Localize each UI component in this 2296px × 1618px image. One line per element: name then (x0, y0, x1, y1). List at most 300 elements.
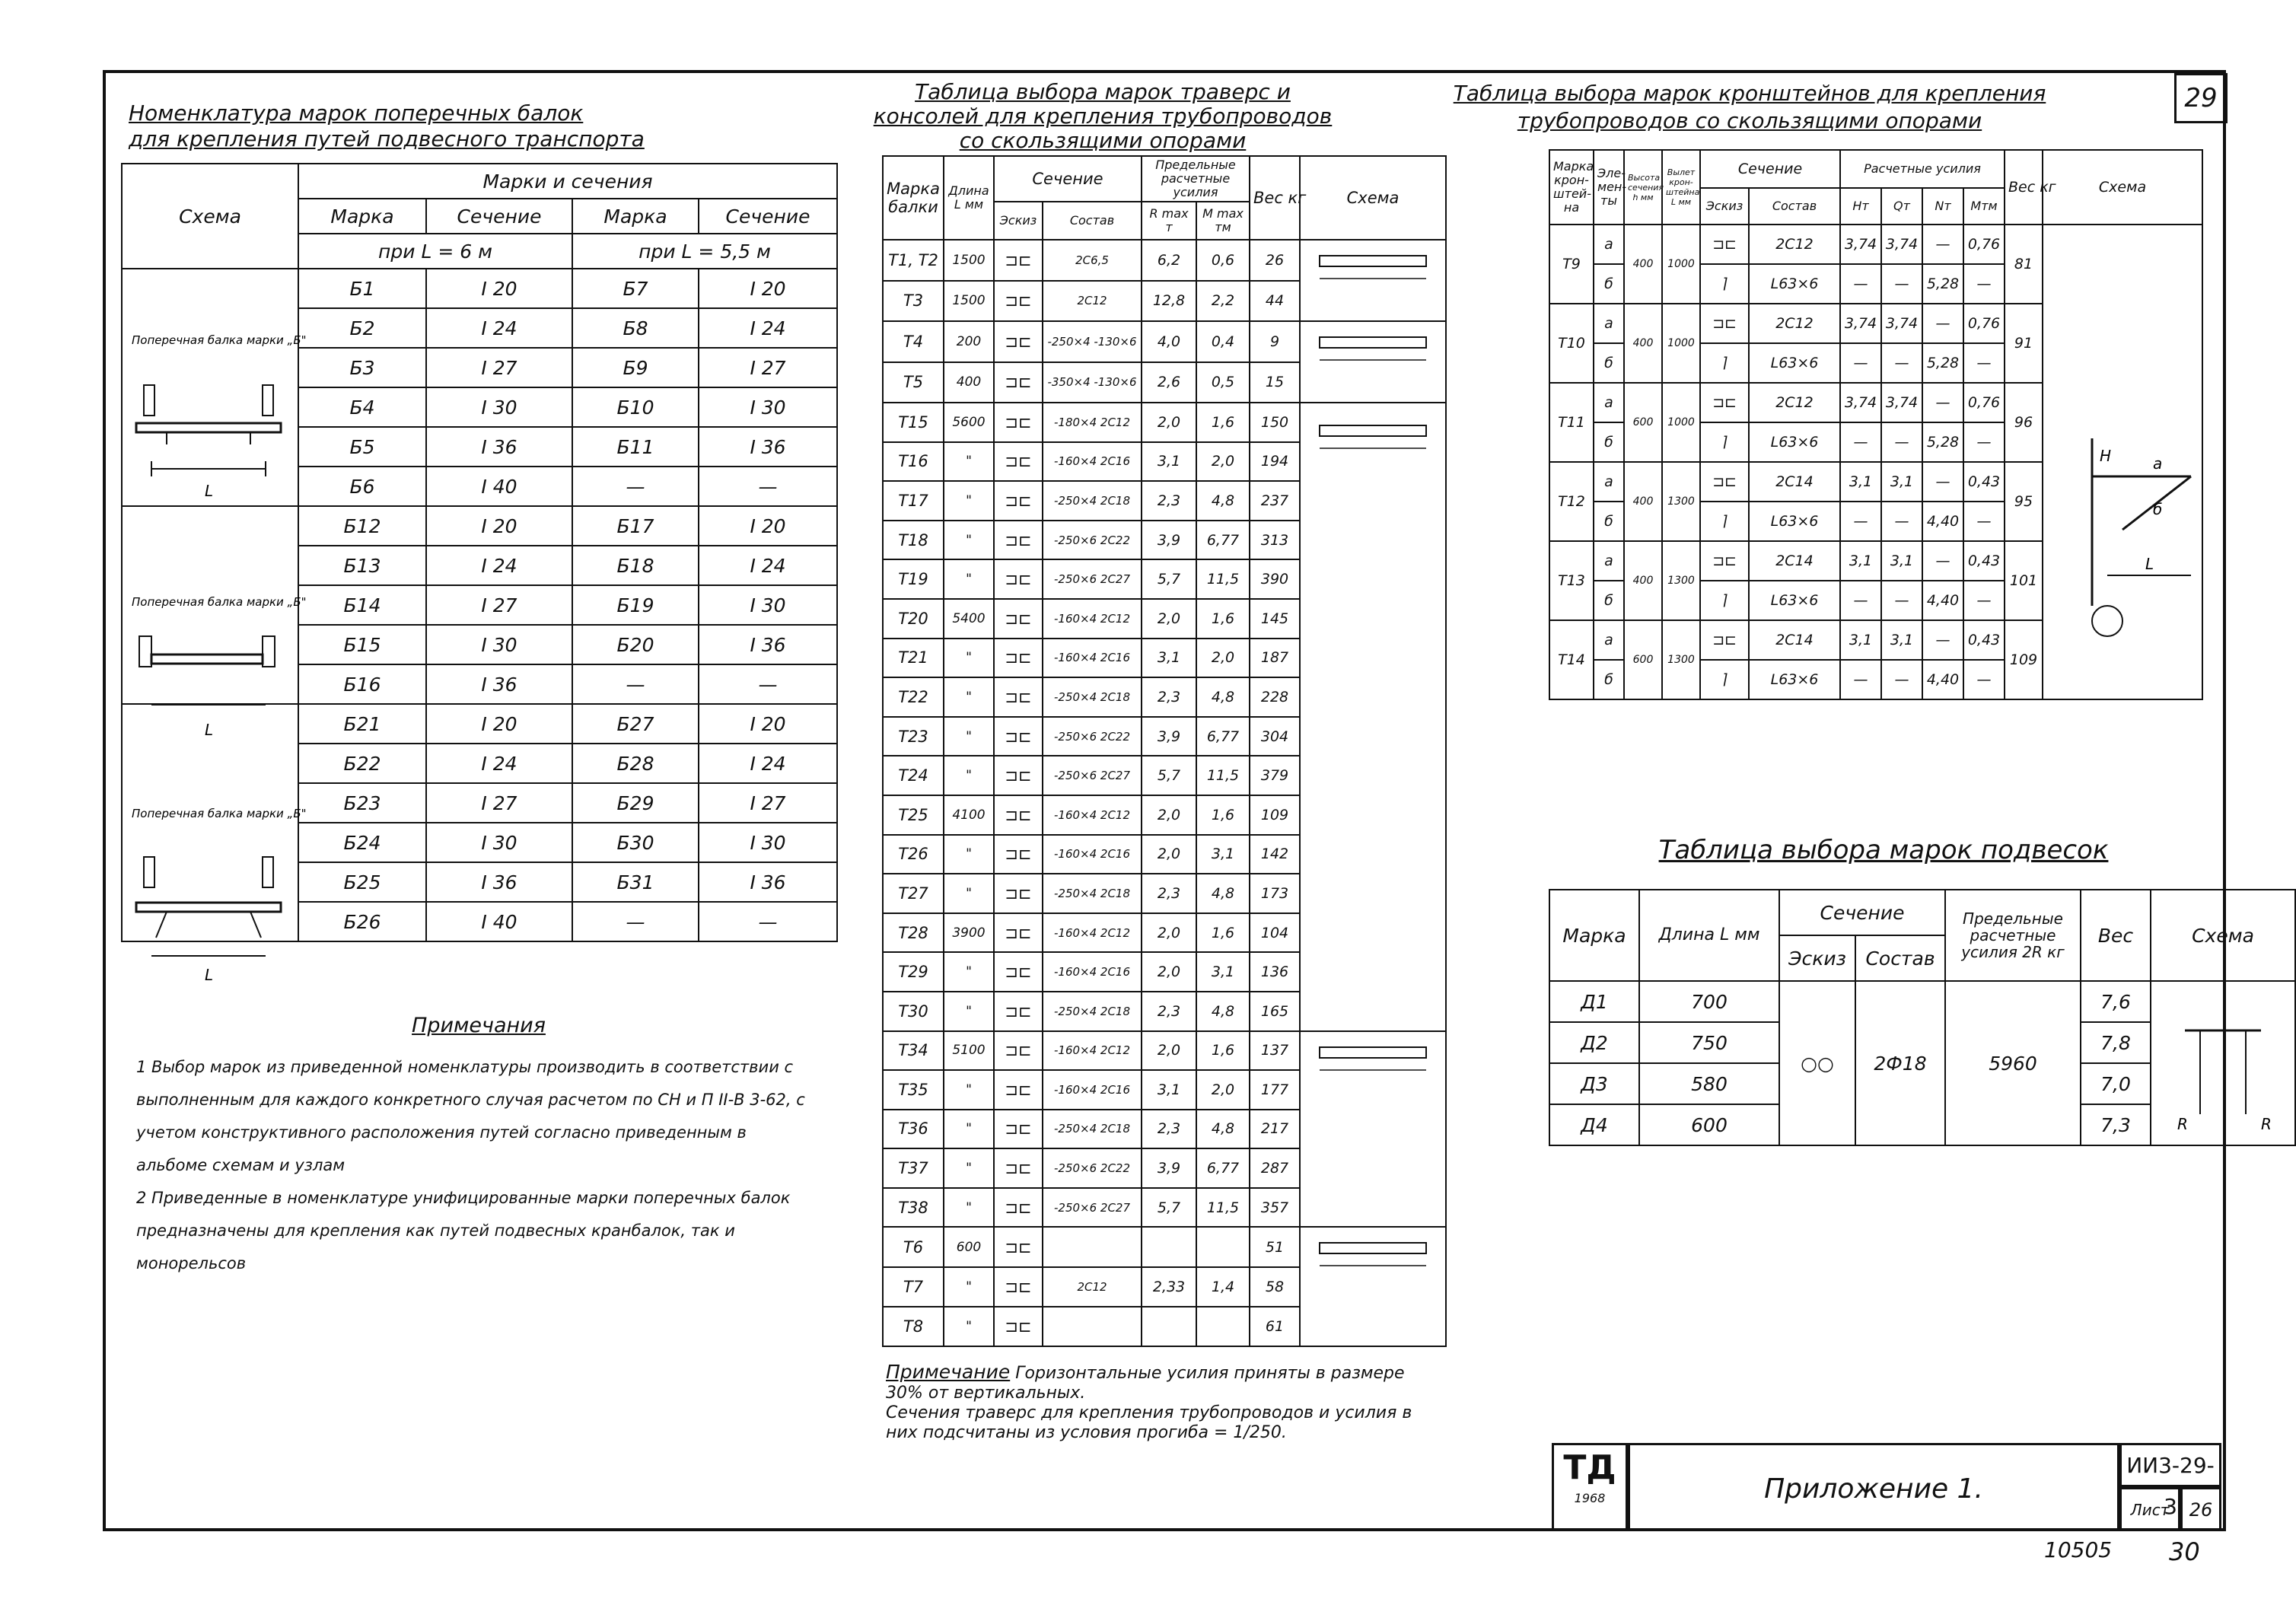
traverse-cell: 2,6 (1142, 362, 1196, 403)
traverse-sketch-cell (994, 599, 1043, 639)
traverse-sketch-cell (994, 1031, 1043, 1071)
bracket-sketch-cell (1700, 462, 1749, 502)
bracket-reach: 1000 (1662, 383, 1700, 462)
bracket-cell: L63×6 (1749, 264, 1840, 304)
bracket-sketch-l: L (2145, 555, 2154, 573)
traverse-sketch-cell (994, 521, 1043, 560)
traverse-mark: Т6 (883, 1227, 944, 1266)
channel-icon: ⊐⊏ (1005, 963, 1032, 982)
traverse-mark: Т5 (883, 362, 944, 403)
beam-cell: I 30 (426, 387, 572, 427)
traverse-mark: Т4 (883, 321, 944, 362)
bracket-cell: 5,28 (1922, 343, 1963, 383)
traverse-length: " (944, 1188, 994, 1228)
traverse-length: " (944, 756, 994, 795)
traverse-head-mark: Марка (887, 180, 940, 198)
channel-icon: ⊐⊏ (1005, 491, 1032, 510)
traverse-length: " (944, 1070, 994, 1110)
traverse-schema-sketch (1304, 1032, 1441, 1222)
bracket-head-section: Сечение (1700, 150, 1840, 188)
traverse-cell: 237 (1250, 481, 1300, 521)
traverse-cell: 4,8 (1196, 677, 1250, 717)
beam-cell: I 30 (426, 625, 572, 664)
beam-cell: Б1 (298, 269, 426, 308)
traverse-cell: 142 (1250, 835, 1300, 874)
hanger-head-sketch: Эскиз (1779, 935, 1855, 981)
bracket-elem: а (1594, 225, 1624, 264)
traverse-mark: Т22 (883, 677, 944, 717)
traverse-length: 5400 (944, 599, 994, 639)
channel-icon: ⊐⊏ (1712, 553, 1737, 569)
traverse-cell: 217 (1250, 1110, 1300, 1149)
traverse-composition: -160×4 2С12 (1043, 1031, 1142, 1071)
traverse-cell: 187 (1250, 639, 1300, 678)
bracket-sketch-cell (1700, 660, 1749, 699)
beam-table-title-1: Номенклатура марок поперечных балок (129, 100, 584, 126)
bracket-cell: 3,1 (1881, 620, 1922, 660)
traverse-composition: -250×6 2С22 (1043, 1148, 1142, 1188)
traverse-composition: -180×4 2С12 (1043, 403, 1142, 442)
channel-icon: ⊐⊏ (1005, 1159, 1032, 1178)
bracket-height: 400 (1624, 541, 1662, 620)
title-block-logo: ТД (1563, 1448, 1616, 1487)
bracket-head-reach: Вылет крон-штейна L мм (1662, 150, 1700, 225)
channel-icon: ⊐⊏ (1005, 609, 1032, 628)
beam-note-1: 1 Выбор марок из приведенной номенклатуры производить в соответствии с выполненным для каждого конкретного случая расчетом по СН и П II-В 3-62, с учетом конструктивного расположения путей согласно приведенным в альбоме схемам и узлам (136, 1058, 805, 1174)
traverse-cell: 2,2 (1196, 281, 1250, 322)
traverse-composition: -160×4 2С16 (1043, 442, 1142, 482)
traverse-mark: Т37 (883, 1148, 944, 1188)
bracket-reach: 1300 (1662, 620, 1700, 699)
traverse-cell: 165 (1250, 992, 1300, 1031)
traverse-composition: 2С6,5 (1043, 240, 1142, 281)
beam-cell: I 30 (426, 823, 572, 862)
bracket-height: 400 (1624, 462, 1662, 541)
bracket-cell: 3,74 (1840, 225, 1881, 264)
traverse-composition: -160×4 2С16 (1043, 639, 1142, 678)
traverse-title-1: Таблица выбора марок траверс и (915, 79, 1291, 104)
bracket-cell: — (1922, 541, 1963, 581)
channel-icon: ⊐⊏ (1005, 884, 1032, 903)
traverse-cell: 357 (1250, 1188, 1300, 1228)
angle-icon: ⌉ (1721, 513, 1728, 530)
bracket-cell: 3,1 (1840, 462, 1881, 502)
traverse-cell: 2,0 (1142, 1031, 1196, 1071)
bracket-cell: — (1922, 383, 1963, 422)
panel-traverse (775, 73, 1445, 1458)
bracket-sketch-cell (1700, 225, 1749, 264)
bracket-cell: — (1963, 660, 2005, 699)
traverse-cell: 51 (1250, 1227, 1300, 1266)
hanger-title: Таблица выбора марок подвесок (1658, 835, 2109, 865)
channel-icon: ⊐⊏ (1005, 727, 1032, 746)
bracket-cell: 2С14 (1749, 462, 1840, 502)
bracket-cell: — (1963, 581, 2005, 620)
beam-cell: Б23 (298, 783, 426, 823)
traverse-cell: 4,8 (1196, 1110, 1250, 1149)
beam-cell: Б26 (298, 902, 426, 941)
traverse-head-weight: Вес кг (1250, 156, 1300, 240)
traverse-composition: -250×6 2С22 (1043, 717, 1142, 756)
bracket-sketch-cell (1700, 502, 1749, 541)
traverse-cell: 3,1 (1142, 442, 1196, 482)
beam-cell: Б30 (572, 823, 699, 862)
traverse-cell: 5,7 (1142, 1188, 1196, 1228)
beam-cell: I 24 (426, 308, 572, 348)
title-block-sheet-no-cell (2180, 1487, 2221, 1531)
hanger-length: 580 (1639, 1063, 1779, 1104)
bracket-head-mark: Марка крон-штей-на (1549, 150, 1594, 225)
channel-icon: ⊐⊏ (1005, 805, 1032, 824)
beam-cell: Б18 (572, 546, 699, 585)
traverse-mark: Т34 (883, 1031, 944, 1071)
traverse-composition (1043, 1307, 1142, 1346)
traverse-cell: 1,6 (1196, 403, 1250, 442)
beam-cell: — (572, 902, 699, 941)
bracket-cell: L63×6 (1749, 660, 1840, 699)
hanger-mark: Д1 (1549, 981, 1639, 1022)
bracket-sketch-cell (1700, 422, 1749, 462)
hanger-mark: Д2 (1549, 1022, 1639, 1063)
traverse-sketch-cell (994, 756, 1043, 795)
traverse-length: " (944, 521, 994, 560)
angle-icon: ⌉ (1721, 276, 1728, 292)
traverse-cell: 2,0 (1196, 1070, 1250, 1110)
beam-head-section-1: Сечение (426, 199, 572, 234)
traverse-cell: 11,5 (1196, 756, 1250, 795)
beam-cell: — (572, 664, 699, 704)
drawing-sheet (103, 70, 2272, 1531)
beam-cell: I 36 (426, 427, 572, 467)
traverse-mark: Т29 (883, 952, 944, 992)
beam-row (122, 269, 837, 308)
beam-cell: I 24 (699, 744, 837, 783)
beam-head-group: Марки и сечения (298, 164, 837, 199)
traverse-row (883, 1227, 1446, 1266)
hanger-head-weight: Вес (2081, 890, 2151, 981)
channel-icon: ⊐⊏ (1005, 845, 1032, 864)
traverse-head-m: M max тм (1196, 202, 1250, 240)
hanger-head-schema: Схема (2151, 890, 2295, 981)
traverse-length: " (944, 835, 994, 874)
traverse-length: " (944, 442, 994, 482)
title-block-year: 1968 (1574, 1491, 1606, 1505)
traverse-length: 5600 (944, 403, 994, 442)
traverse-mark: Т26 (883, 835, 944, 874)
traverse-head-schema: Схема (1300, 156, 1446, 240)
bracket-weight: 81 (2005, 225, 2043, 304)
traverse-cell: 390 (1250, 559, 1300, 599)
traverse-composition: -160×4 2С16 (1043, 952, 1142, 992)
bracket-cell: L63×6 (1749, 581, 1840, 620)
bracket-cell: 3,74 (1881, 383, 1922, 422)
traverse-schema-sketch (1304, 410, 1441, 1019)
traverse-composition: -250×6 2С27 (1043, 756, 1142, 795)
bracket-cell: — (1963, 343, 2005, 383)
beam-cell: Б10 (572, 387, 699, 427)
traverse-sketch-cell (994, 1188, 1043, 1228)
traverse-cell: 145 (1250, 599, 1300, 639)
traverse-cell: 4,8 (1196, 992, 1250, 1031)
bracket-cell: — (1881, 502, 1922, 541)
bracket-sketch-a: а (2153, 454, 2163, 473)
bracket-sketch-cell (1700, 581, 1749, 620)
traverse-cell: 0,5 (1196, 362, 1250, 403)
beam-sketch-1-dim: L (205, 482, 214, 500)
beam-cell: Б20 (572, 625, 699, 664)
traverse-mark: Т8 (883, 1307, 944, 1346)
traverse-sketch-cell (994, 1267, 1043, 1307)
traverse-composition: -350×4 -130×6 (1043, 362, 1142, 403)
bracket-reach: 1000 (1662, 225, 1700, 304)
hanger-row (1549, 981, 2295, 1022)
bracket-cell: 0,43 (1963, 620, 2005, 660)
traverse-length: " (944, 1267, 994, 1307)
bracket-elem: б (1594, 343, 1624, 383)
bracket-elem: а (1594, 462, 1624, 502)
traverse-sketch-cell (994, 1148, 1043, 1188)
bracket-reach: 1300 (1662, 462, 1700, 541)
traverse-row (883, 240, 1446, 281)
footer-number: 30 (2169, 1537, 2200, 1566)
beam-sketch-3 (121, 796, 307, 994)
traverse-row (883, 321, 1446, 362)
traverse-sketch-cell (994, 639, 1043, 678)
bracket-elem: а (1594, 304, 1624, 343)
traverse-sketch-cell (994, 835, 1043, 874)
bracket-head-schema: Схема (2043, 150, 2202, 225)
traverse-cell: 4,8 (1196, 874, 1250, 913)
hanger-limit: 5960 (1945, 981, 2081, 1145)
traverse-head-length: Длина L мм (944, 156, 994, 240)
traverse-cell: 2,0 (1142, 795, 1196, 835)
bracket-weight: 101 (2005, 541, 2043, 620)
traverse-sketch-cell (994, 1070, 1043, 1110)
traverse-composition: 2С12 (1043, 281, 1142, 322)
channel-icon: ⊐⊏ (1005, 1237, 1032, 1256)
bracket-height: 400 (1624, 225, 1662, 304)
beam-cell: I 24 (426, 546, 572, 585)
traverse-composition: -250×4 2С18 (1043, 677, 1142, 717)
bracket-sketch-cell (1700, 620, 1749, 660)
traverse-length: " (944, 1148, 994, 1188)
traverse-cell: 6,77 (1196, 521, 1250, 560)
traverse-sketch-cell (994, 1307, 1043, 1346)
traverse-cell: 4,8 (1196, 481, 1250, 521)
traverse-cell: 6,77 (1196, 717, 1250, 756)
traverse-cell: 12,8 (1142, 281, 1196, 322)
beam-cell: Б12 (298, 506, 426, 546)
traverse-composition: -160×4 2С12 (1043, 599, 1142, 639)
beam-head-schema: Схема (122, 164, 298, 269)
bracket-cell: 4,40 (1922, 502, 1963, 541)
bracket-head-nt: Нт (1840, 188, 1881, 225)
traverse-sketch-cell (994, 1110, 1043, 1149)
bracket-elem: б (1594, 502, 1624, 541)
traverse-length: " (944, 717, 994, 756)
traverse-cell: 2,0 (1142, 403, 1196, 442)
bracket-cell: — (1922, 620, 1963, 660)
channel-icon: ⊐⊏ (1005, 923, 1032, 942)
channel-icon: ⊐⊏ (1005, 412, 1032, 432)
traverse-cell: 11,5 (1196, 1188, 1250, 1228)
beam-sketch-3-dim: L (205, 966, 214, 984)
bracket-weight: 91 (2005, 304, 2043, 383)
traverse-cell: 3,9 (1142, 1148, 1196, 1188)
traverse-length: " (944, 992, 994, 1031)
bracket-cell: 0,76 (1963, 304, 2005, 343)
bracket-mark: Т13 (1549, 541, 1594, 620)
traverse-composition (1043, 1227, 1142, 1266)
beam-cell: I 20 (426, 506, 572, 546)
traverse-schema-sketch (1304, 1228, 1441, 1342)
hanger-length: 700 (1639, 981, 1779, 1022)
title-block-appendix-cell (1628, 1443, 2119, 1531)
traverse-footnote-text1: Горизонтальные усилия приняты в размере 30% от вертикальных. (886, 1364, 1405, 1403)
beam-cell: I 40 (426, 902, 572, 941)
traverse-schema-cell (1300, 1227, 1446, 1346)
beam-cell: Б27 (572, 704, 699, 744)
traverse-composition: -160×4 2С16 (1043, 835, 1142, 874)
beam-head-section-2: Сечение (699, 199, 837, 234)
bracket-cell: — (1881, 264, 1922, 304)
bracket-height: 600 (1624, 620, 1662, 699)
channel-icon: ⊐⊏ (1005, 250, 1032, 269)
bracket-cell: — (1922, 462, 1963, 502)
bracket-cell: — (1881, 343, 1922, 383)
traverse-length: " (944, 874, 994, 913)
hanger-schema-cell (2151, 981, 2295, 1145)
bracket-mark: Т9 (1549, 225, 1594, 304)
bracket-cell: — (1881, 422, 1922, 462)
traverse-head-composition: Состав (1043, 202, 1142, 240)
hanger-r-right: R (2261, 1115, 2272, 1133)
traverse-cell: 0,4 (1196, 321, 1250, 362)
beam-cell: I 36 (699, 862, 837, 902)
bracket-head-qt: Qт (1881, 188, 1922, 225)
bracket-elem: а (1594, 383, 1624, 422)
hanger-head-limit: Предельные расчетные усилия 2R кг (1945, 890, 2081, 981)
title-block-sheet-label: Лист (2130, 1501, 2170, 1519)
traverse-head-r: R max т (1142, 202, 1196, 240)
beam-cell: I 30 (699, 387, 837, 427)
bracket-cell: — (1963, 264, 2005, 304)
bracket-cell: 5,28 (1922, 264, 1963, 304)
traverse-row (883, 1031, 1446, 1071)
bracket-cell: 4,40 (1922, 660, 1963, 699)
traverse-length: 3900 (944, 913, 994, 953)
beam-cell: I 36 (426, 862, 572, 902)
traverse-mark: Т23 (883, 717, 944, 756)
hanger-schema-sketch (2154, 985, 2291, 1137)
bracket-cell: 4,40 (1922, 581, 1963, 620)
beam-table-title-2: для крепления путей подвесного транспорта (129, 126, 645, 151)
beam-head-l55: при L = 5,5 м (572, 234, 837, 269)
bracket-cell: 2С14 (1749, 541, 1840, 581)
bracket-cell: — (1881, 660, 1922, 699)
beam-cell: Б9 (572, 348, 699, 387)
beam-cell: I 24 (699, 546, 837, 585)
traverse-mark: Т38 (883, 1188, 944, 1228)
bracket-cell: — (1963, 422, 2005, 462)
beam-cell: I 30 (699, 823, 837, 862)
beam-cell: Б14 (298, 585, 426, 625)
traverse-cell: 104 (1250, 913, 1300, 953)
traverse-cell: 2,0 (1196, 442, 1250, 482)
channel-icon: ⊐⊏ (1712, 315, 1737, 332)
angle-icon: ⌉ (1721, 592, 1728, 609)
traverse-cell: 3,1 (1142, 639, 1196, 678)
traverse-schema-cell (1300, 1031, 1446, 1228)
hanger-sketch: ○○ (1779, 981, 1855, 1145)
bracket-sketch (2077, 393, 2199, 621)
traverse-mark: Т1, Т2 (883, 240, 944, 281)
traverse-mark: Т19 (883, 559, 944, 599)
beam-cell: I 20 (699, 704, 837, 744)
beam-cell: Б24 (298, 823, 426, 862)
angle-icon: ⌉ (1721, 434, 1728, 451)
angle-icon: ⌉ (1721, 671, 1728, 688)
page-number: 29 (2174, 73, 2228, 123)
traverse-cell: 173 (1250, 874, 1300, 913)
traverse-head-sketch: Эскиз (994, 202, 1043, 240)
bracket-height: 400 (1624, 304, 1662, 383)
beam-cell: Б8 (572, 308, 699, 348)
hanger-weight: 7,3 (2081, 1104, 2151, 1145)
beam-cell: I 20 (699, 506, 837, 546)
traverse-composition: -160×4 2С12 (1043, 913, 1142, 953)
beam-head-l6: при L = 6 м (298, 234, 572, 269)
bracket-cell: 5,28 (1922, 422, 1963, 462)
traverse-mark: Т21 (883, 639, 944, 678)
beam-cell: I 24 (699, 308, 837, 348)
traverse-title-3: со скользящими опорами (959, 128, 1247, 153)
traverse-length: " (944, 1110, 994, 1149)
bracket-cell: 0,43 (1963, 541, 2005, 581)
bracket-cell: — (1922, 225, 1963, 264)
traverse-cell: 5,7 (1142, 756, 1196, 795)
beam-head-mark-2: Марка (572, 199, 699, 234)
channel-icon: ⊐⊏ (1005, 570, 1032, 589)
bracket-elem: б (1594, 264, 1624, 304)
traverse-cell: 136 (1250, 952, 1300, 992)
bracket-cell: — (1840, 422, 1881, 462)
bracket-cell: 3,1 (1840, 541, 1881, 581)
title-block-code: ИИ3-29-3 (2126, 1453, 2215, 1519)
beam-cell: I 36 (699, 427, 837, 467)
traverse-mark: Т18 (883, 521, 944, 560)
panel-hangers (1549, 825, 2272, 1160)
title-block-appendix: Приложение 1. (1764, 1473, 1983, 1505)
traverse-mark: Т7 (883, 1267, 944, 1307)
traverse-cell: 2,0 (1142, 913, 1196, 953)
traverse-head-section: Сечение (994, 156, 1142, 202)
beam-cell: I 20 (426, 269, 572, 308)
traverse-sketch-cell (994, 559, 1043, 599)
bracket-cell: 0,76 (1963, 383, 2005, 422)
traverse-length: " (944, 559, 994, 599)
traverse-head-limit: Предельные расчетные усилия (1142, 156, 1250, 202)
traverse-cell: 9 (1250, 321, 1300, 362)
traverse-cell: 15 (1250, 362, 1300, 403)
traverse-cell: 3,9 (1142, 521, 1196, 560)
bracket-elem: б (1594, 422, 1624, 462)
bracket-cell: — (1922, 304, 1963, 343)
traverse-length: 1500 (944, 240, 994, 281)
bracket-elem: а (1594, 620, 1624, 660)
channel-icon: ⊐⊏ (1005, 1198, 1032, 1217)
bracket-head-height: Высота сечения h мм (1624, 150, 1662, 225)
